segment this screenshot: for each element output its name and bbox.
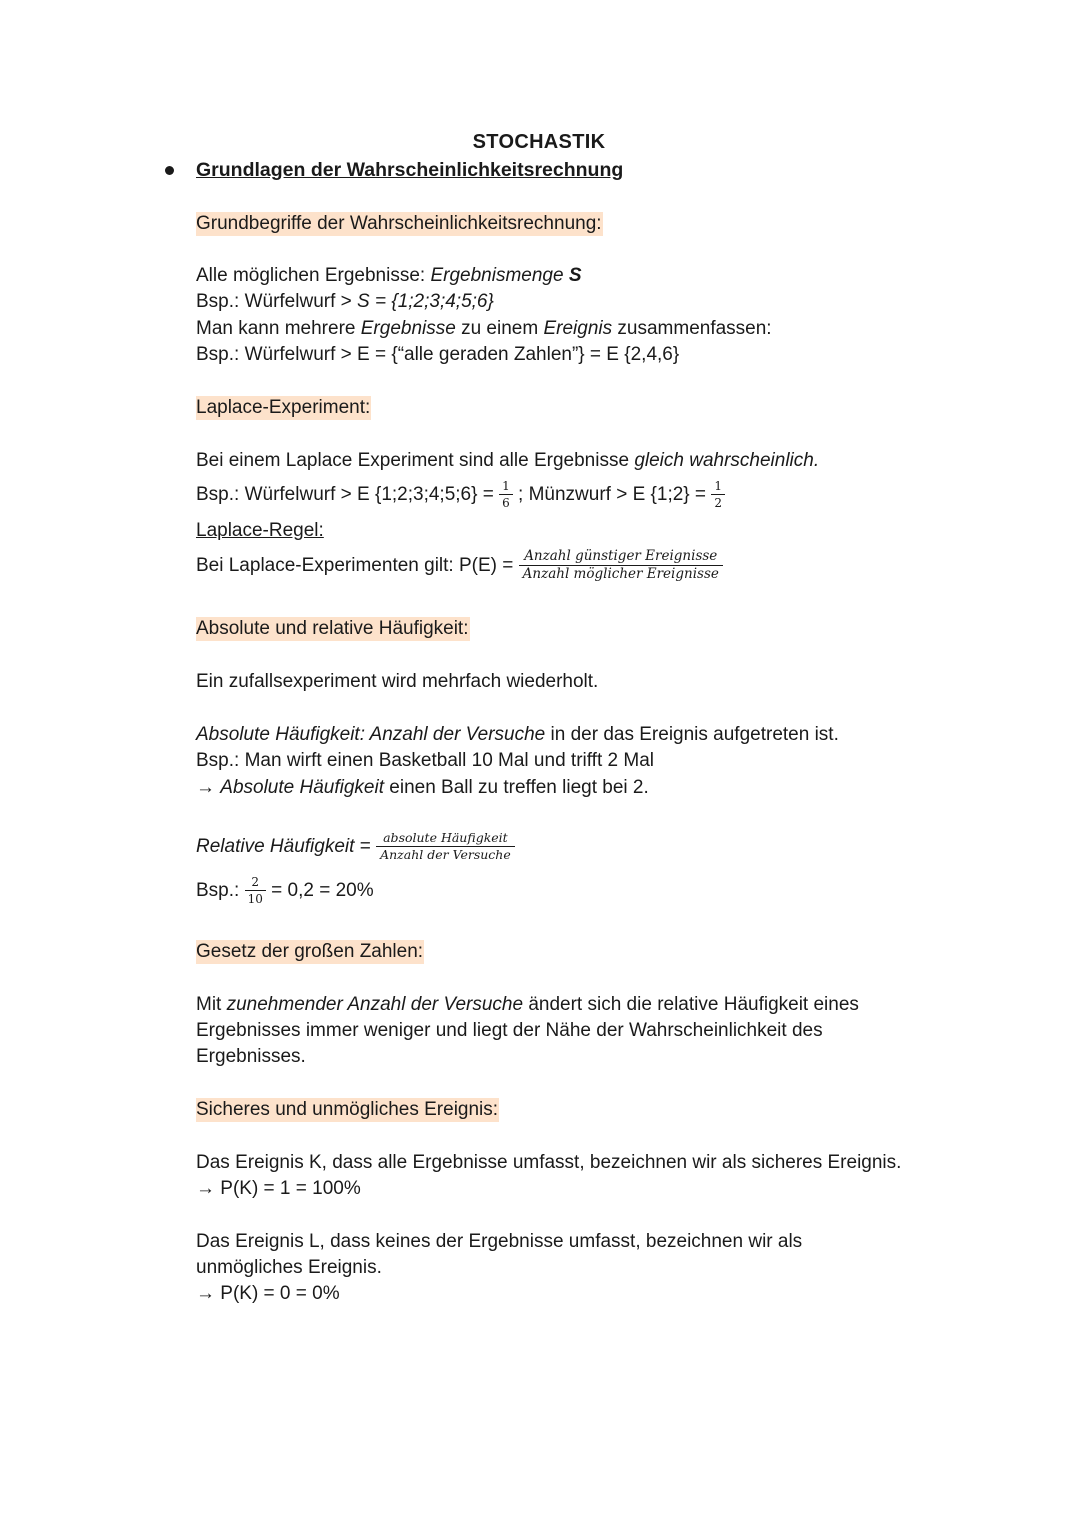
text-line: Das Ereignis L, dass keines der Ergebnisse umfasst, bezeichnen wir als [196,1231,803,1252]
text-line: Das Ereignis K, dass alle Ergebnisse umfasst, bezeichnen wir als sicheres Ereignis. [196,1152,902,1173]
haeufigkeit-heading: Absolute und relative Häufigkeit: [196,618,469,639]
text-line: unmögliches Ereignis. [196,1257,382,1278]
laplace-example-line: Bsp.: Würfelwurf > E {1;2;3;4;5;6} = $\frac{1}{6}$ ; Münzwurf > E {1;2} = $\frac{1}{2}$ [196,480,725,510]
bullet-icon [165,166,174,175]
text-line: Ergebnisses. [196,1046,306,1067]
laplace-rule-line: Bei Laplace-Experimenten gilt: P(E) = $\frac{\text{Anzahl günstiger Ereignisse}}{\text{Anzahl möglicher Ereignisse}}$ [196,546,723,586]
text-line: Bei einem Laplace Experiment sind alle Ergebnisse gleich wahrscheinlich. [196,450,820,471]
section-heading: Grundlagen der Wahrscheinlichkeitsrechnung [196,159,624,181]
fraction: $\frac{2}{10}$ [245,876,266,905]
fraction: $\frac{1}{2}$ [711,480,725,509]
fraction: $\frac{1}{6}$ [499,480,513,509]
grundbegriffe-heading: Grundbegriffe der Wahrscheinlichkeitsrechnung: [196,213,602,234]
text-line: Ergebnisses immer weniger und liegt der Nähe der Wahrscheinlichkeit des [196,1020,823,1041]
relative-frequency-line: Relative Häufigkeit = $\frac{\text{absolute Häufigkeit}}{\text{Anzahl der Versuche}}$ [196,827,515,867]
laplace-heading: Laplace-Experiment: [196,397,371,418]
text-line: → P(K) = 0 = 0% [196,1283,340,1304]
laplace-rule-heading: Laplace-Regel: [196,520,324,541]
text-line: Mit zunehmender Anzahl der Versuche ändert sich die relative Häufigkeit eines [196,994,859,1015]
text-line: → Absolute Häufigkeit einen Ball zu treffen liegt bei 2. [196,777,649,798]
text-line: → P(K) = 1 = 100% [196,1178,361,1199]
page-title: STOCHASTIK [472,131,606,153]
sicher-heading: Sicheres und unmögliches Ereignis: [196,1099,499,1120]
text-line: Ein zufallsexperiment wird mehrfach wiederholt. [196,671,599,692]
text-line: Bsp.: Man wirft einen Basketball 10 Mal und trifft 2 Mal [196,750,654,771]
gesetz-heading: Gesetz der großen Zahlen: [196,941,424,962]
text-line: Bsp.: Würfelwurf > S = {1;2;3;4;5;6} [196,291,494,312]
example-line: Bsp.: $\frac{2}{10}$ = 0,2 = 20% [196,875,374,907]
text-line: Absolute Häufigkeit: Anzahl der Versuche in der das Ereignis aufgetreten ist. [196,724,839,745]
fraction: $\frac{\text{absolute Häufigkeit}}{\text{Anzahl der Versuche}}$ [376,832,515,862]
text-line: Bsp.: Würfelwurf > E = {“alle geraden Zahlen”} = E {2,4,6} [196,344,680,365]
fraction: $\frac{\text{Anzahl günstiger Ereignisse}}{\text{Anzahl möglicher Ereignisse}}$ [519,550,723,582]
text-line: Alle möglichen Ergebnisse: Ergebnismenge S [196,265,582,286]
text-line: Man kann mehrere Ergebnisse zu einem Ereignis zusammenfassen: [196,318,772,339]
